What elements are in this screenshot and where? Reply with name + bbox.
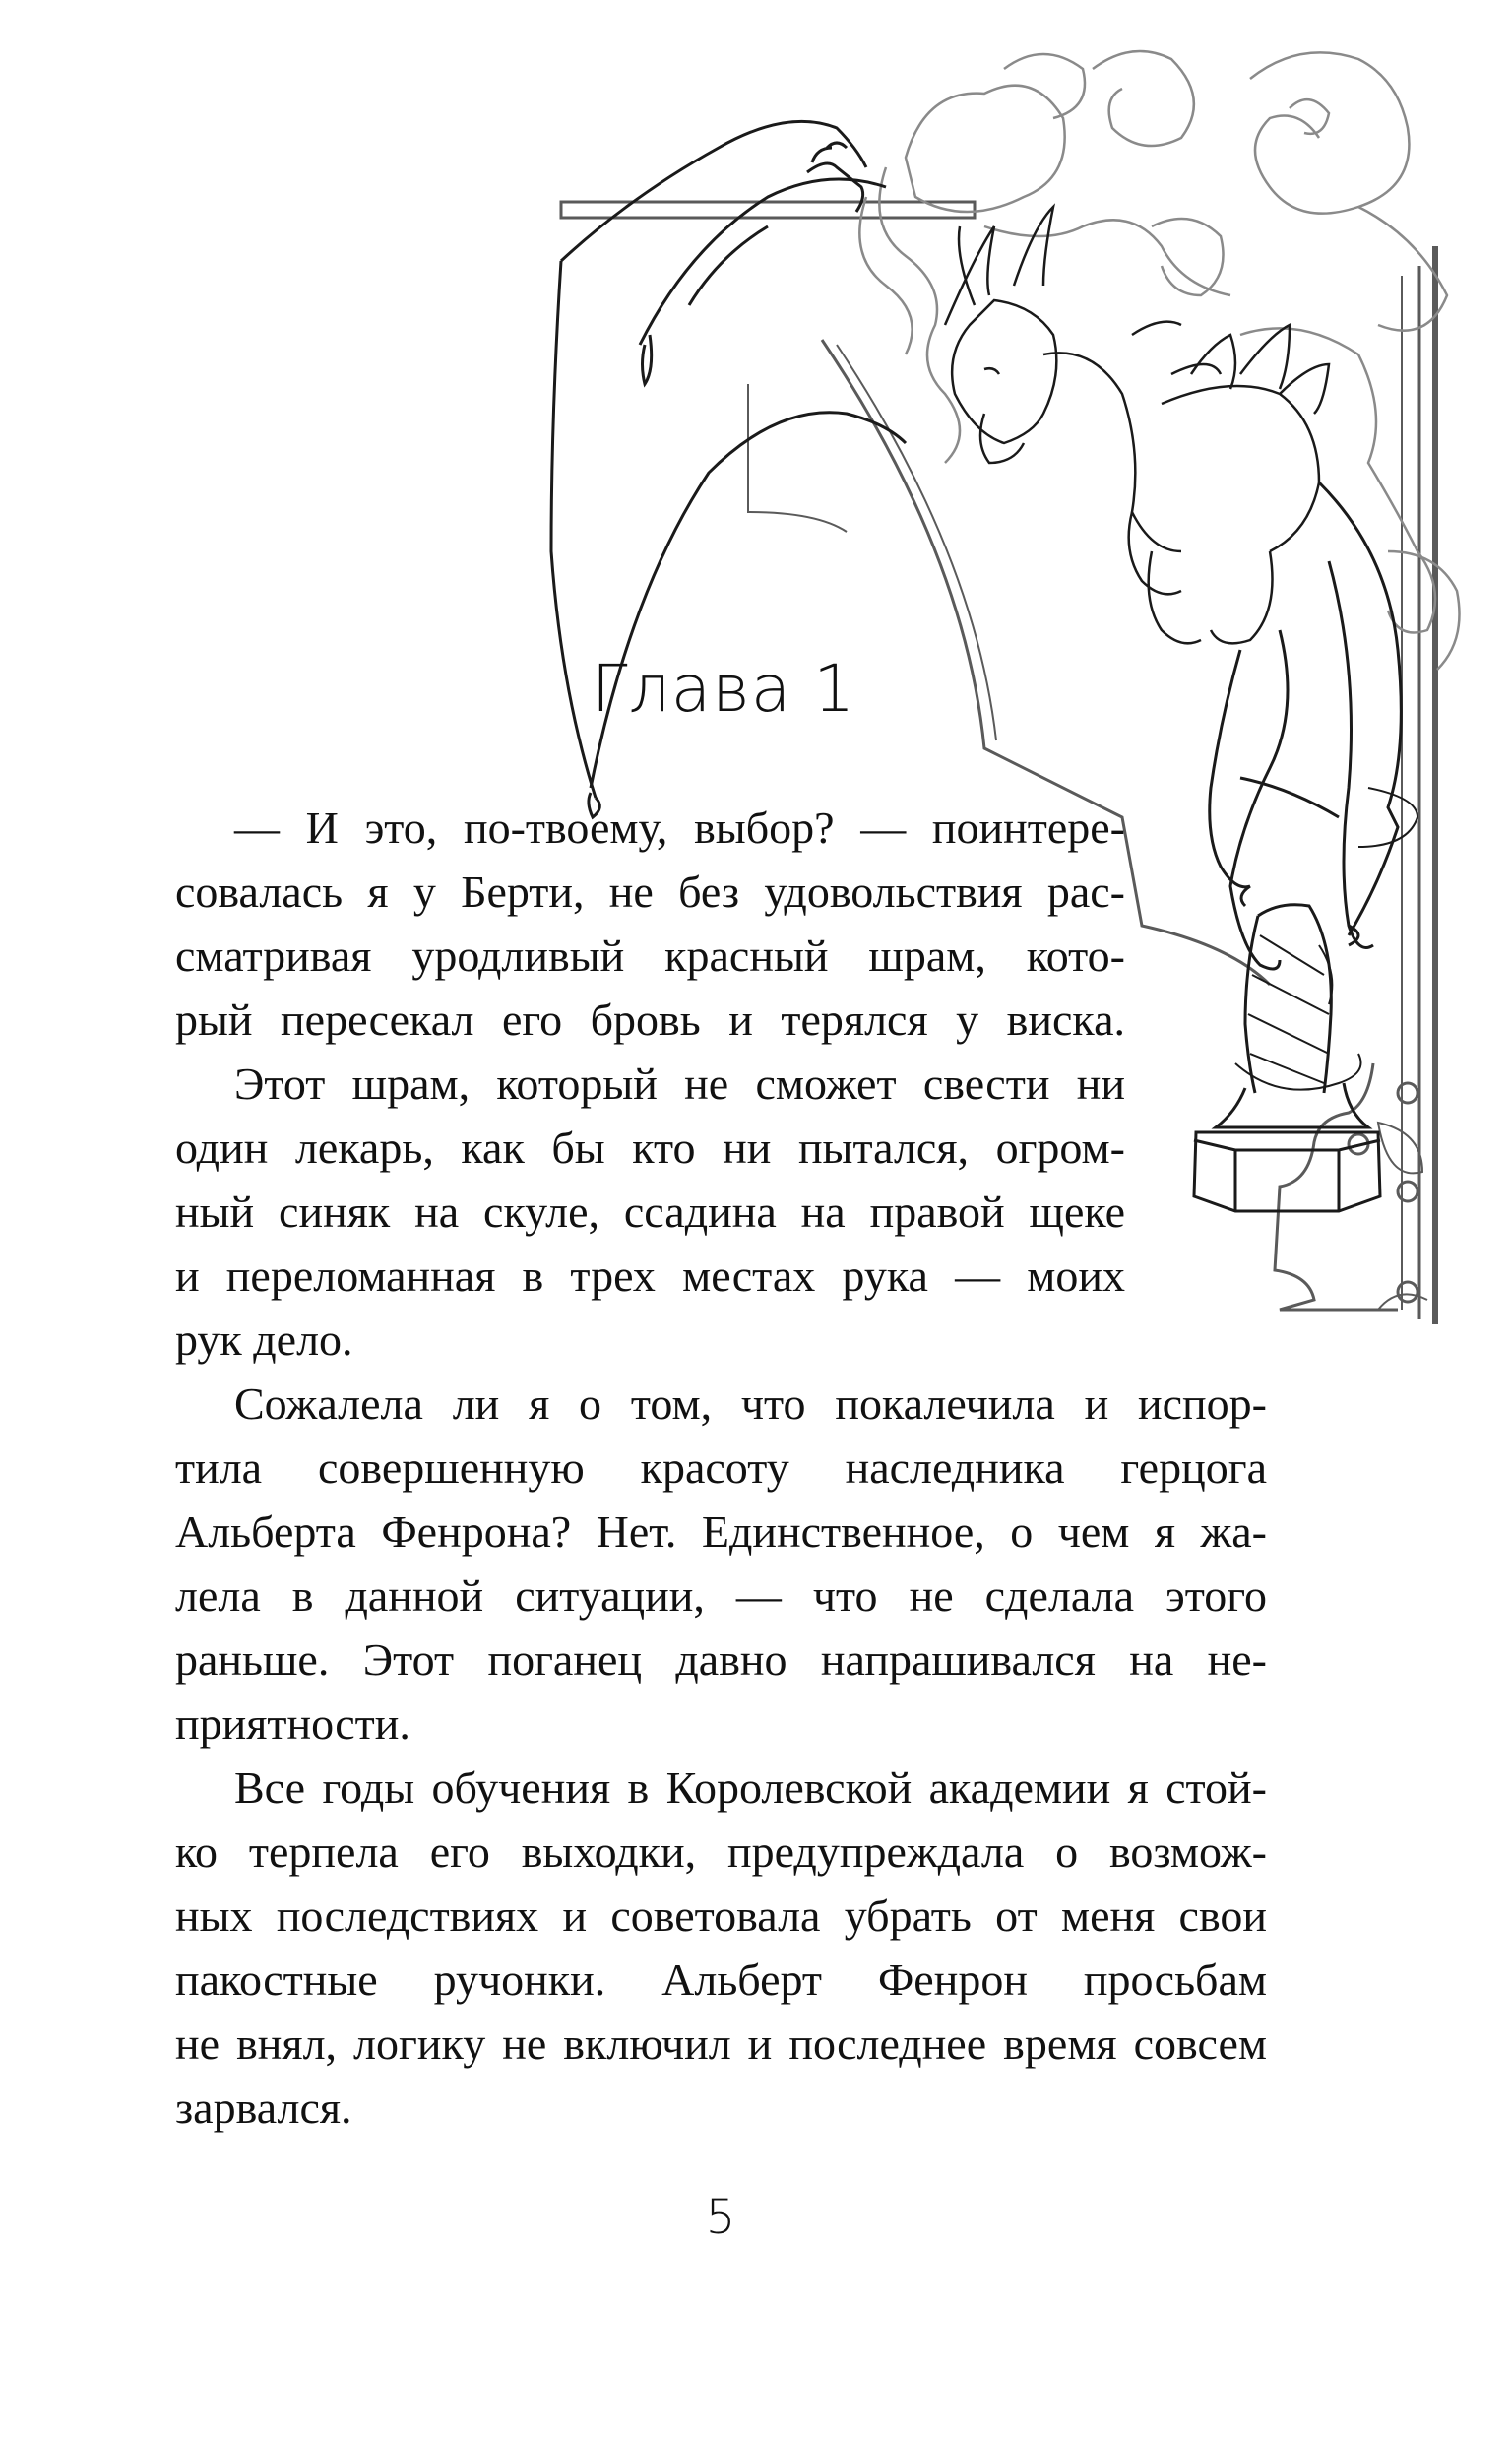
text-line: тила совершенную красоту наследника герцога: [175, 1443, 1267, 1493]
text-line: — И это, по-твоему, выбор? — поинтере-: [234, 803, 1125, 853]
text-line: совалась я у Берти, не без удовольствия рас-: [175, 867, 1125, 917]
text-line: Все годы обучения в Королевской академии я стой-: [234, 1763, 1267, 1813]
text-line: пакостные ручонки. Альберт Фенрон просьбам: [175, 1955, 1267, 2005]
text-line: лела в данной ситуации, — что не сделала этого: [175, 1571, 1267, 1621]
text-line: рый пересекал его бровь и терялся у виска.: [175, 995, 1125, 1045]
text-line: раньше. Этот поганец давно напрашивался на не-: [175, 1635, 1267, 1685]
text-line: и переломанная в трех местах рука — моих: [175, 1251, 1125, 1301]
text-line: ко терпела его выходки, предупреждала о возмож-: [175, 1827, 1267, 1877]
text-line: Этот шрам, который не сможет свести ни: [234, 1059, 1125, 1109]
text-line: приятности.: [175, 1699, 410, 1749]
text-line: ных последствиях и советовала убрать от меня свои: [175, 1891, 1267, 1941]
text-line: сматривая уродливый красный шрам, кото-: [175, 931, 1125, 981]
twisted-pillar: [1194, 905, 1380, 1211]
text-line: один лекарь, как бы кто ни пытался, огром-: [175, 1123, 1125, 1173]
text-line: не внял, логику не включил и последнее время совсем: [175, 2019, 1267, 2069]
smoke-roses: [859, 51, 1459, 670]
text-line: Сожалела ли я о том, что покалечила и испор-: [234, 1379, 1267, 1429]
text-line: ный синяк на скуле, ссадина на правой щеке: [175, 1187, 1125, 1237]
text-line: рук дело.: [175, 1315, 353, 1365]
dragon-wing-right: [1210, 482, 1418, 1004]
text-line: Альберта Фенрона? Нет. Единственное, о чем я жа-: [175, 1507, 1267, 1557]
text-line: зарвался.: [175, 2083, 352, 2133]
page-number: 5: [705, 2190, 736, 2245]
chapter-title: Глава 1: [591, 651, 856, 727]
dragon-body: [945, 207, 1329, 643]
